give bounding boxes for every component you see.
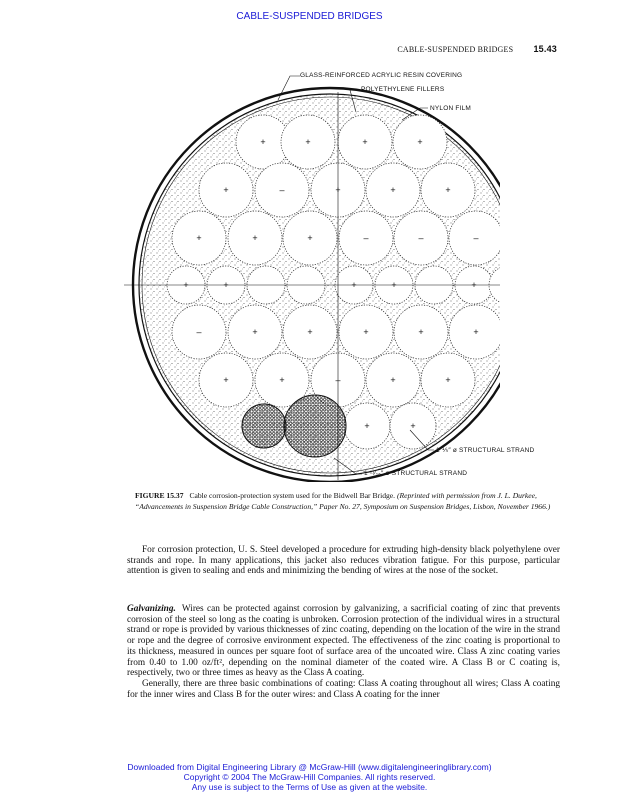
footer-line-3: Any use is subject to the Terms of Use as given at the website. (191, 782, 428, 792)
wire-center-mark: + (305, 137, 311, 147)
page-number: 15.43 (533, 44, 557, 54)
body-galvanizing-block (127, 604, 560, 700)
wire-center-mark: + (473, 327, 479, 337)
wire-center-mark: + (307, 327, 313, 337)
wire-center-mark: – (363, 233, 369, 243)
label-nylon-film: NYLON FILM (430, 105, 472, 112)
body-paragraph-3: Generally, there are three basic combinations of coating: Class A coating throughout all wires; Class A coating for the inner wires and Class B for the outer wires: and Class A coating for the inner (127, 678, 560, 700)
running-head (0, 44, 557, 54)
label-glass-covering: GLASS-REINFORCED ACRYLIC RESIN COVERING (300, 72, 463, 79)
wire-center-mark: + (410, 421, 416, 431)
figure-caption-text: Cable corrosion-protection system used for the Bidwell Bar Bridge. (189, 491, 396, 500)
wire-center-mark: + (445, 375, 451, 385)
footer-line-1: Downloaded from Digital Engineering Library @ McGraw-Hill (www.digitalengineeringlibrary.com) (127, 762, 492, 772)
body-paragraph-1: For corrosion protection, U. S. Steel developed a procedure for extruding high-density black polyethylene over strands and rope. In many applications, this jacket also reduces vibration fatigue. For this purpose, particular attention is given to sealing and ends and minimizing the bending of wires at the nose of the socket. (127, 545, 560, 577)
figure-number: FIGURE 15.37 (135, 491, 184, 500)
wire-center-mark: + (471, 280, 477, 290)
footer (0, 762, 619, 792)
wire-center-mark: + (252, 327, 258, 337)
wire-center-mark: – (418, 233, 424, 243)
wire-center-mark: + (391, 280, 397, 290)
label-structural-strand-1: 1 ⅕″ ø STRUCTURAL STRAND (436, 447, 535, 454)
footer-line-2: Copyright © 2004 The McGraw-Hill Companies. All rights reserved. (183, 772, 436, 782)
top-banner: CABLE-SUSPENDED BRIDGES (236, 11, 383, 22)
galvanizing-heading: Galvanizing. (127, 604, 176, 614)
wire-center-mark: + (390, 375, 396, 385)
wire-center-mark: – (473, 233, 479, 243)
wire-center-mark: – (196, 327, 202, 337)
wire-center-mark: + (279, 375, 285, 385)
structural-strand-large (284, 395, 346, 457)
body-paragraph-2 (127, 604, 560, 679)
wire-center-mark: + (362, 137, 368, 147)
wire-center-mark: + (223, 185, 229, 195)
wire-center-mark: + (445, 185, 451, 195)
wire-center-mark: + (183, 280, 189, 290)
figure-caption (135, 491, 560, 512)
wire-center-mark: + (223, 375, 229, 385)
wire-center-mark: + (252, 233, 258, 243)
wire-center-mark: + (335, 185, 341, 195)
galvanizing-text: Wires can be protected against corrosion by galvanizing, a sacrificial coating of zinc that prevents corrosion of the steel so long as the coating is unbroken. Corrosion protection of the individual wires in a structural strand or rope is provided by various thicknesses of zinc coating, depending on the location of the wire in the strand or rope and the degree of corrosive environment expected. The effectiveness of the zinc coating is proportional to its thickness, measured in ounces per square foot of surface area of the uncoated wire. Class A zinc coating varies from 0.40 to 1.00 oz/ft², depending on the nominal diameter of the coated wire. A Class B or C coating is, respectively, two or three times as heavy as the Class A coating. (127, 604, 560, 679)
label-structural-strand-2: 1 ¹¹⁄₁₆″ ø STRUCTURAL STRAND (364, 470, 468, 477)
wire-center-mark: + (363, 327, 369, 337)
wire-center-mark: + (418, 327, 424, 337)
wire-center-mark: + (364, 421, 370, 431)
wire-center-mark: – (335, 375, 341, 385)
wire-center-mark: + (223, 280, 229, 290)
label-polyethylene-fillers: POLYETHYLENE FILLERS (361, 86, 445, 93)
running-head-title: CABLE-SUSPENDED BRIDGES (397, 45, 514, 54)
wire-center-mark: + (260, 137, 266, 147)
wire-center-mark: + (196, 233, 202, 243)
structural-strand-small (242, 404, 286, 448)
cable-cross-section-figure (120, 62, 500, 482)
wire-center-mark: + (417, 137, 423, 147)
body-paragraph-1-block (127, 545, 560, 577)
wire-center-mark: + (351, 280, 357, 290)
wire-center-mark: + (390, 185, 396, 195)
wire-center-mark: – (279, 185, 285, 195)
wire-center-mark: + (307, 233, 313, 243)
figure-credit: (Reprinted with permission from J. L. Durkee, “Advancements in Suspension Bridge Cable Construction,” Paper No. 27, Symposium on Suspension Bridges, Lisbon, November 1966.) (135, 491, 551, 511)
